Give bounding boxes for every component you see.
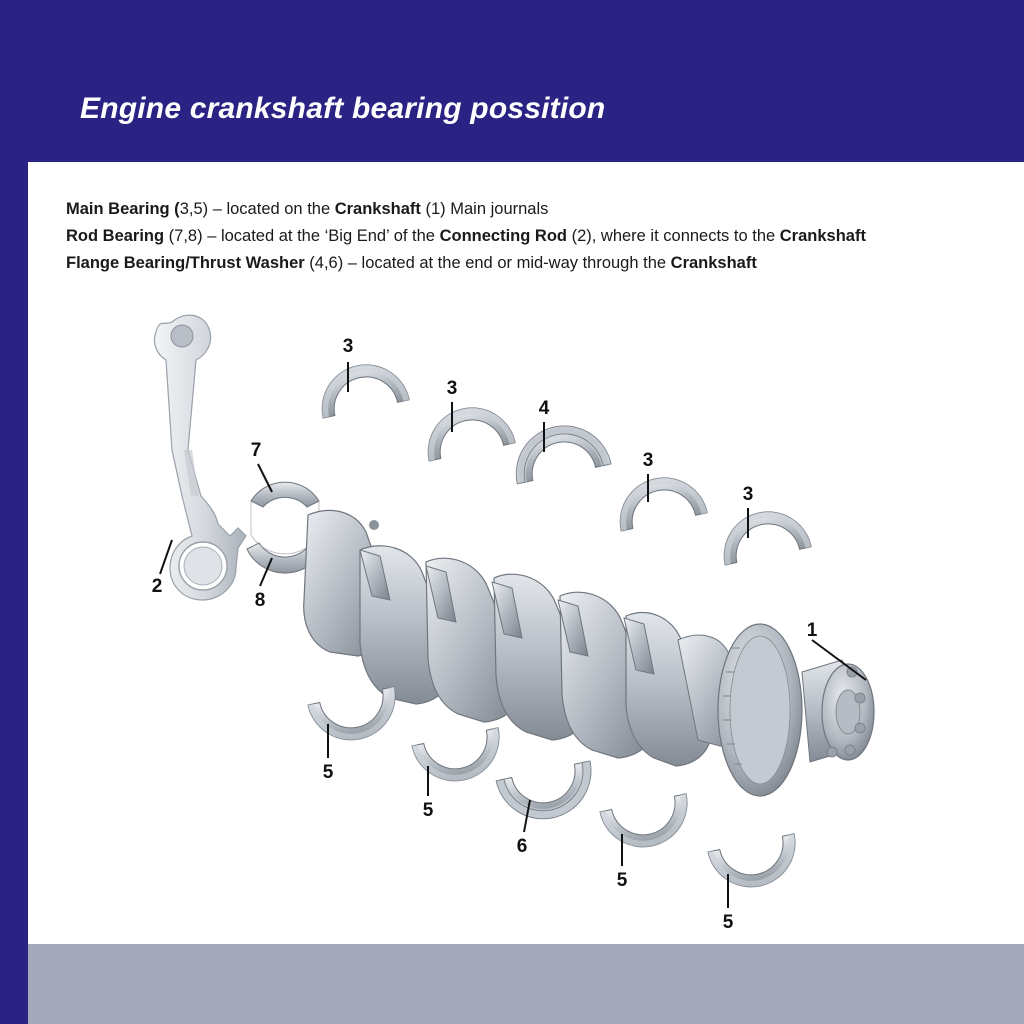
footer-band [0, 944, 1024, 1024]
callout-3b: 3 [446, 378, 458, 399]
upper-bearing-shell-3d [716, 504, 811, 565]
description-line-2: Rod Bearing (7,8) – located at the ‘Big End’ of the Connecting Rod (2), where it connects to the Crankshaft [66, 227, 866, 245]
flange-thrust-washer-4 [507, 417, 611, 484]
callout-4: 4 [538, 398, 550, 419]
description-line-1: Main Bearing (3,5) – located on the Crankshaft (1) Main journals [66, 200, 549, 218]
callout-7: 7 [250, 440, 262, 461]
description-line-3: Flange Bearing/Thrust Washer (4,6) – located at the end or mid-way through the Crankshaft [66, 254, 757, 272]
crankshaft-part [304, 510, 874, 796]
callout-2: 2 [151, 576, 163, 597]
left-accent-band [0, 0, 28, 1024]
thrust-washer-6 [496, 761, 600, 828]
upper-bearing-shell-3a [314, 357, 409, 418]
lower-bearing-shell-5a [308, 687, 403, 748]
description-block [66, 196, 996, 277]
callout-8: 8 [254, 590, 266, 611]
slide-header [28, 0, 1024, 162]
flywheel-gear [718, 624, 802, 796]
lower-bearing-shell-5b [412, 728, 507, 789]
callout-1: 1 [806, 620, 818, 641]
callout-5a: 5 [322, 762, 334, 783]
callout-3c: 3 [642, 450, 654, 471]
lower-bearing-shell-5d [708, 834, 803, 895]
upper-bearing-shell-3c [612, 470, 707, 531]
callout-3d: 3 [742, 484, 754, 505]
callout-5d: 5 [722, 912, 734, 933]
page-title: Engine crankshaft bearing possition [80, 92, 606, 125]
upper-bearing-shell-3b [420, 400, 515, 461]
connecting-rod-part [151, 315, 246, 600]
crankshaft-flange [802, 660, 874, 762]
callout-6: 6 [516, 836, 528, 857]
crankshaft-diagram [60, 300, 990, 940]
callout-5b: 5 [422, 800, 434, 821]
callout-3a: 3 [342, 336, 354, 357]
callout-5c: 5 [616, 870, 628, 891]
footer-accent-band [0, 944, 28, 1024]
lower-bearing-shell-5c [600, 794, 695, 855]
